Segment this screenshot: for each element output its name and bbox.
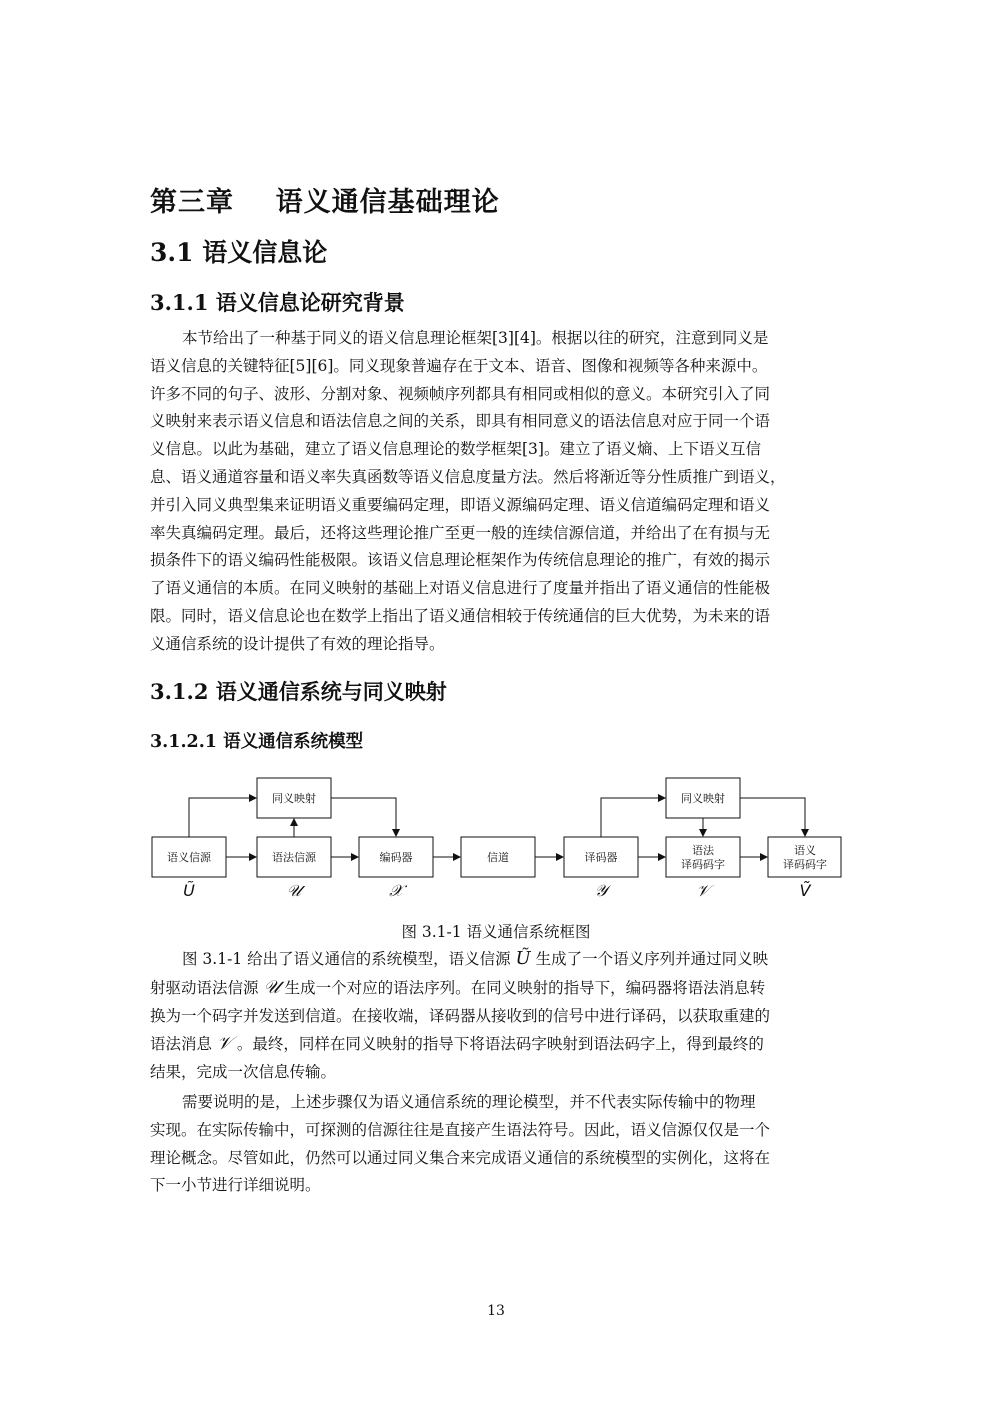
- decoder-label: 译码器: [584, 851, 618, 864]
- paragraph-line: 下一小节进行详细说明。: [150, 1176, 321, 1195]
- subsection-title-system: 3.1.2 语义通信系统与同义映射: [150, 679, 447, 704]
- inline-math-u-tilde: Ũ: [515, 948, 531, 969]
- paragraph-line: 语法消息 𝒱 。最终，同样在同义映射的指导下将语法码字映射到语法码字上，得到最终的: [150, 1033, 764, 1055]
- semantic-decoder-label-2: 译码码字: [783, 858, 827, 871]
- syntax-decoder-box: [666, 837, 740, 877]
- semantic-decoder-box: [768, 837, 841, 877]
- figure-caption: 图 3.1-1 语义通信系统框图: [401, 923, 591, 941]
- paragraph-line: 限。同时，语义信息论也在数学上指出了语义通信相较于传统通信的巨大优势，为未来的语: [150, 606, 771, 625]
- semantic-decoder-label-1: 语义: [794, 844, 816, 857]
- syntax-decoder-label-1: 语法: [692, 844, 714, 857]
- paragraph-line: 并引入同义典型集来证明语义重要编码定理，即语义源编码定理、语义信道编码定理和语义: [150, 495, 771, 514]
- paragraph-background: [150, 325, 842, 659]
- section-title: 3.1 语义信息论: [150, 238, 328, 267]
- syntax-source-label: 语法信源: [272, 851, 316, 864]
- semantic-source-label: 语义信源: [167, 851, 211, 864]
- paragraph-note: [150, 1089, 842, 1200]
- synonym-map-right-label: 同义映射: [681, 792, 725, 805]
- symbol-x: 𝒳: [389, 881, 403, 900]
- paragraph-line: 义映射来表示语义信息和语法信息之间的关系，即具有相同意义的语法信息对应于同一个语: [150, 412, 771, 431]
- paragraph-model-description: [150, 945, 842, 1087]
- paragraph-line: 义信息。以此为基础，建立了语义信息理论的数学框架[3]。建立了语义熵、上下语义互信: [150, 440, 761, 459]
- paragraph-line: 换为一个码字并发送到信道。在接收端，译码器从接收到的信号中进行译码，以获取重建的: [150, 1006, 771, 1025]
- system-block-diagram: [140, 770, 850, 905]
- symbol-v-tilde: Ṽ: [799, 881, 811, 900]
- channel-label: 信道: [487, 851, 509, 864]
- symbol-v: 𝒱: [696, 881, 710, 900]
- paragraph-line: 损条件下的语义编码性能极限。该语义信息理论框架作为传统信息理论的推广，有效的揭示: [150, 551, 771, 570]
- paragraph-line: 理论概念。尽管如此，仍然可以通过同义集合来完成语义通信的系统模型的实例化，这将在: [150, 1148, 771, 1167]
- paragraph-line: 义通信系统的设计提供了有效的理论指导。: [150, 634, 445, 653]
- symbol-u: 𝒰: [286, 881, 302, 900]
- subsection-title-background: 3.1.1 语义信息论研究背景: [150, 290, 405, 315]
- subsubsection-title-model: 3.1.2.1 语义通信系统模型: [150, 732, 364, 752]
- paragraph-line: 图 3.1-1 给出了语义通信的系统模型，语义信源 Ũ 生成了一个语义序列并通过同义映: [182, 948, 769, 969]
- paragraph-line: 需要说明的是，上述步骤仅为语义通信系统的理论模型，并不代表实际传输中的物理: [182, 1093, 756, 1111]
- paragraph-line: 结果，完成一次信息传输。: [150, 1063, 337, 1082]
- paragraph-line: 率失真编码定理。最后，还将这些理论推广至更一般的连续信源信道，并给出了在有损与无: [150, 523, 771, 542]
- inline-math-u: 𝒰: [263, 976, 280, 998]
- paragraph-line: 许多不同的句子、波形、分割对象、视频帧序列都具有相同或相似的意义。本研究引入了同: [150, 384, 771, 403]
- synonym-map-left-label: 同义映射: [272, 792, 316, 805]
- inline-math-v: 𝒱: [216, 1033, 232, 1055]
- page-number: 13: [487, 1303, 505, 1319]
- chapter-title: 第三章 语义通信基础理论: [150, 187, 500, 218]
- paragraph-line: 语义信息的关键特征[5][6]。同义现象普遍存在于文本、语音、图像和视频等各种来源中。: [150, 356, 768, 375]
- paragraph-line: 射驱动语法信源 𝒰 生成一个对应的语法序列。在同义映射的指导下，编码器将语法消息转: [150, 976, 766, 998]
- paragraph-line: 本节给出了一种基于同义的语义信息理论框架[3][4]。根据以往的研究，注意到同义是: [182, 329, 769, 347]
- paragraph-line: 实现。在实际传输中，可探测的信源往往是直接产生语法符号。因此，语义信源仅仅是一个: [150, 1120, 771, 1139]
- encoder-label: 编码器: [379, 851, 413, 864]
- symbol-u-tilde: Ũ: [183, 881, 195, 900]
- syntax-decoder-label-2: 译码码字: [681, 858, 725, 871]
- paragraph-line: 了语义通信的本质。在同义映射的基础上对语义信息进行了度量并指出了语义通信的性能极: [150, 579, 771, 598]
- paragraph-line: 息、语义通道容量和语义率失真函数等语义信息度量方法。然后将渐近等分性质推广到语义，: [150, 467, 786, 486]
- symbol-y: 𝒴: [594, 881, 608, 900]
